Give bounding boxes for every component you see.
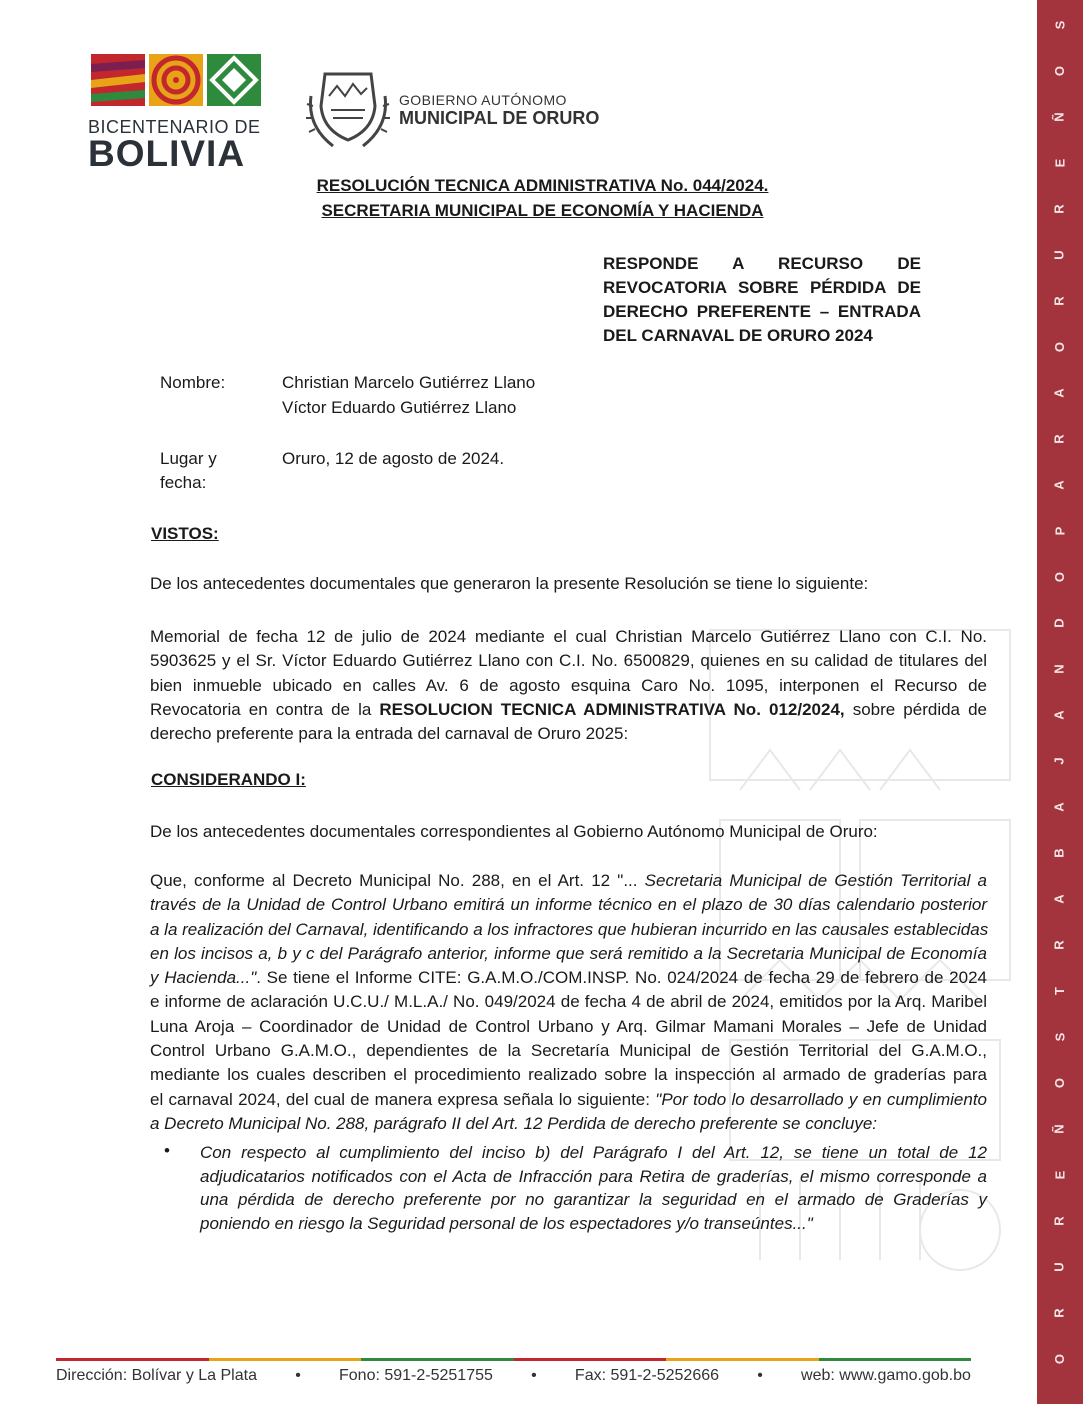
considerando-line: mediante los cuales describen el procedimiento realizado sobre la inspección al armado de graderías para [150,1065,987,1085]
gamo-line2: MUNICIPAL DE ORURO [399,108,600,128]
bullet-item [200,1141,987,1235]
subject-line: DEL CARNAVAL DE ORURO 2024 [603,326,873,345]
considerando-line [150,869,987,893]
memorial-line: Memorial de fecha 12 de julio de 2024 mediante el cual Christian Marcelo Gutiérrez Llano con C.I. No. [150,627,987,646]
subject-line: DERECHO PREFERENTE – ENTRADA [603,302,921,321]
footer-separator: • [531,1367,537,1384]
footer-phone: Fono: 591-2-5251755 [339,1367,493,1384]
footer-bar-segment [819,1358,972,1361]
considerando-intro [150,820,987,844]
subject-line: REVOCATORIA SOBRE PÉRDIDA DE [603,278,921,297]
considerando-intro-text: De los antecedentes documentales correspondientes al Gobierno Autónomo Municipal de Oruro: [150,822,878,841]
sidebar-letter: S [1051,1032,1067,1042]
footer-color-bar [56,1358,971,1361]
sidebar-letter: U [1051,250,1067,260]
sidebar-letter: R [1051,940,1067,950]
bullet-line: Con respecto al cumplimiento del inciso b) del Parágrafo I del Art. 12, se tiene un total de 12 [200,1143,987,1162]
considerando-paragraph [150,869,987,1136]
footer-web[interactable]: web: www.gamo.gob.bo [801,1367,971,1384]
bullet-line: adjudicatarios notificados con el Acta de Infracción para Retira de graderías, el mismo corresponde a [200,1166,987,1186]
sidebar-letter: J [1051,757,1067,765]
sidebar-slogan [1037,0,1083,1404]
sidebar-letter: B [1051,848,1067,858]
vistos-heading: VISTOS: [151,524,219,543]
sidebar-letter: Ñ [1051,112,1067,122]
sidebar-letter: A [1051,802,1067,812]
footer-bar-segment [514,1358,667,1361]
nombre-value-1: Christian Marcelo Gutiérrez Llano [282,373,536,392]
considerando-line [150,966,987,990]
bullet-line: poniendo en riesgo la Seguridad personal de los espectadores y/o transeúntes..." [200,1213,813,1233]
memorial-text: Revocatoria en contra de la [150,699,380,719]
sidebar-letter: A [1051,894,1067,904]
sidebar-letter: Ñ [1051,1124,1067,1134]
subject-block [603,252,921,348]
considerando-heading: CONSIDERANDO I: [151,770,306,789]
considerando-line: a la realización del Carnaval, identificando a los infractores que hubieran incurrido en las causales establecidas [150,919,989,939]
considerando-text: el carnaval 2024, del cual de manera expresa señala lo siguiente: [150,1089,656,1109]
sidebar-letter: O [1052,1077,1067,1089]
sidebar-letter: P [1051,526,1067,536]
footer-bar-segment [666,1358,819,1361]
memorial-line: derecho preferente para la entrada del carnaval de Oruro 2025: [150,724,629,744]
considerando-text: Que, conforme al Decreto Municipal No. 288, en el Art. 12 "... [150,871,638,890]
sidebar-letter: A [1051,710,1067,720]
secretaria-title: SECRETARIA MUNICIPAL DE ECONOMÍA Y HACIENDA [321,201,764,220]
memorial-paragraph [150,625,987,746]
sidebar-letter: U [1051,1262,1067,1272]
considerando-line: Control Urbano G.A.M.O., dependientes de la Secretaría Municipal de Gestión Territorial del G.A.M.O., [150,1041,987,1061]
sidebar-letter: R [1051,1216,1067,1226]
footer-separator: • [295,1367,301,1384]
nombre-value-2: Víctor Eduardo Gutiérrez Llano [282,398,517,417]
sidebar-letter: O [1052,571,1067,583]
footer-contact [56,1367,971,1385]
sidebar-letter: R [1051,1308,1067,1318]
subject-line: RESPONDE A RECURSO DE [603,254,921,273]
bullet-line: una pérdida de derecho preferente por no garantizar la seguridad en el armado de Graderías y [200,1190,987,1209]
memorial-line: 5903625 y el Sr. Víctor Eduardo Gutiérrez Llano con C.I. No. 6500829, quienes en su calidad de titulares del [150,651,987,671]
considerando-line: Luna Aroja – Coordinador de Unidad de Control Urbano y Arq. Gilmar Mamani Morales – Jefe de Unidad [150,1016,987,1036]
memorial-line: bien inmueble ubicado en calles Av. 6 de agosto esquina Caro No. 1095, interponen el Recurso de [150,675,987,695]
report-quote: "Por todo lo desarrollado y en cumplimiento [655,1089,987,1109]
lugar-value: Oruro, 12 de agosto de 2024. [282,449,505,468]
bullet-icon: • [164,1141,170,1160]
vistos-intro-text: De los antecedentes documentales que generaron la presente Resolución se tiene lo siguiente: [150,574,869,593]
sidebar-banner [1037,0,1083,1404]
footer-fax: Fax: 591-2-5252666 [574,1367,720,1384]
footer-bar-segment [56,1358,209,1361]
sidebar-letter: O [1052,341,1067,353]
memorial-bold-ref: RESOLUCION TECNICA ADMINISTRATIVA No. 012/2024, [379,699,845,719]
considerando-line: a Decreto Municipal No. 288, parágrafo II del Art. 12 Perdida de derecho preferente se concluye: [150,1113,878,1133]
considerando-line: través de la Unidad de Control Urbano emitirá un informe técnico en el plazo de 30 días calendario posterior [150,895,987,915]
footer-separator: • [757,1367,763,1384]
footer-bar-segment [209,1358,362,1361]
gamo-line1: GOBIERNO AUTÓNOMO [399,92,567,108]
memorial-text: sobre pérdida de [844,699,987,719]
sidebar-letter: R [1051,434,1067,444]
sidebar-letter: R [1051,296,1067,306]
sidebar-letter: N [1051,664,1067,674]
sidebar-letter: O [1052,65,1067,77]
decree-quote: y Hacienda..." [150,968,257,988]
vistos-intro [150,572,987,596]
bicentenario-text: BICENTENARIO DE [88,117,261,137]
considerando-line: e informe de aclaración U.C.U./ M.L.A./ No. 049/2024 de fecha 4 de abril de 2024, emitidos por la Arq. Maribel [150,992,987,1012]
gamo-logo [303,66,633,152]
sidebar-letter: O [1052,1353,1067,1365]
lugar-label-2: fecha: [160,473,207,492]
bolivia-text: BOLIVIA [88,133,246,174]
bicentenario-emblem-icon [91,50,263,108]
sidebar-letter: T [1051,987,1067,995]
memorial-line [150,698,987,722]
oruro-crest-icon [303,66,393,152]
sidebar-letter: E [1051,1170,1067,1180]
resolution-title: RESOLUCIÓN TECNICA ADMINISTRATIVA No. 044/2024. [316,176,769,195]
sidebar-letter: D [1051,618,1067,628]
footer-bar-segment [361,1358,514,1361]
sidebar-letter: S [1051,20,1067,30]
lugar-label-1: Lugar y [160,449,217,468]
sidebar-letter: E [1051,158,1067,168]
nombre-label: Nombre: [160,373,226,392]
sidebar-letter: A [1051,480,1067,490]
footer-address: Dirección: Bolívar y La Plata [56,1367,257,1384]
decree-quote: Secretaria Municipal de Gestión Territorial a [637,871,988,890]
considerando-text: . Se tiene el Informe CITE: G.A.M.O./COM.INSP. No. 024/2024 de fecha 29 de febrero de 2024 [256,968,987,988]
considerando-line: en los incisos a, b y c del Parágrafo anterior, informe que será remitido a la Secretaria Municipal de Economía [150,943,987,963]
sidebar-letter: R [1051,204,1067,214]
considerando-line [150,1088,987,1112]
bicentenario-logo [88,50,268,172]
sidebar-letter: A [1051,388,1067,398]
